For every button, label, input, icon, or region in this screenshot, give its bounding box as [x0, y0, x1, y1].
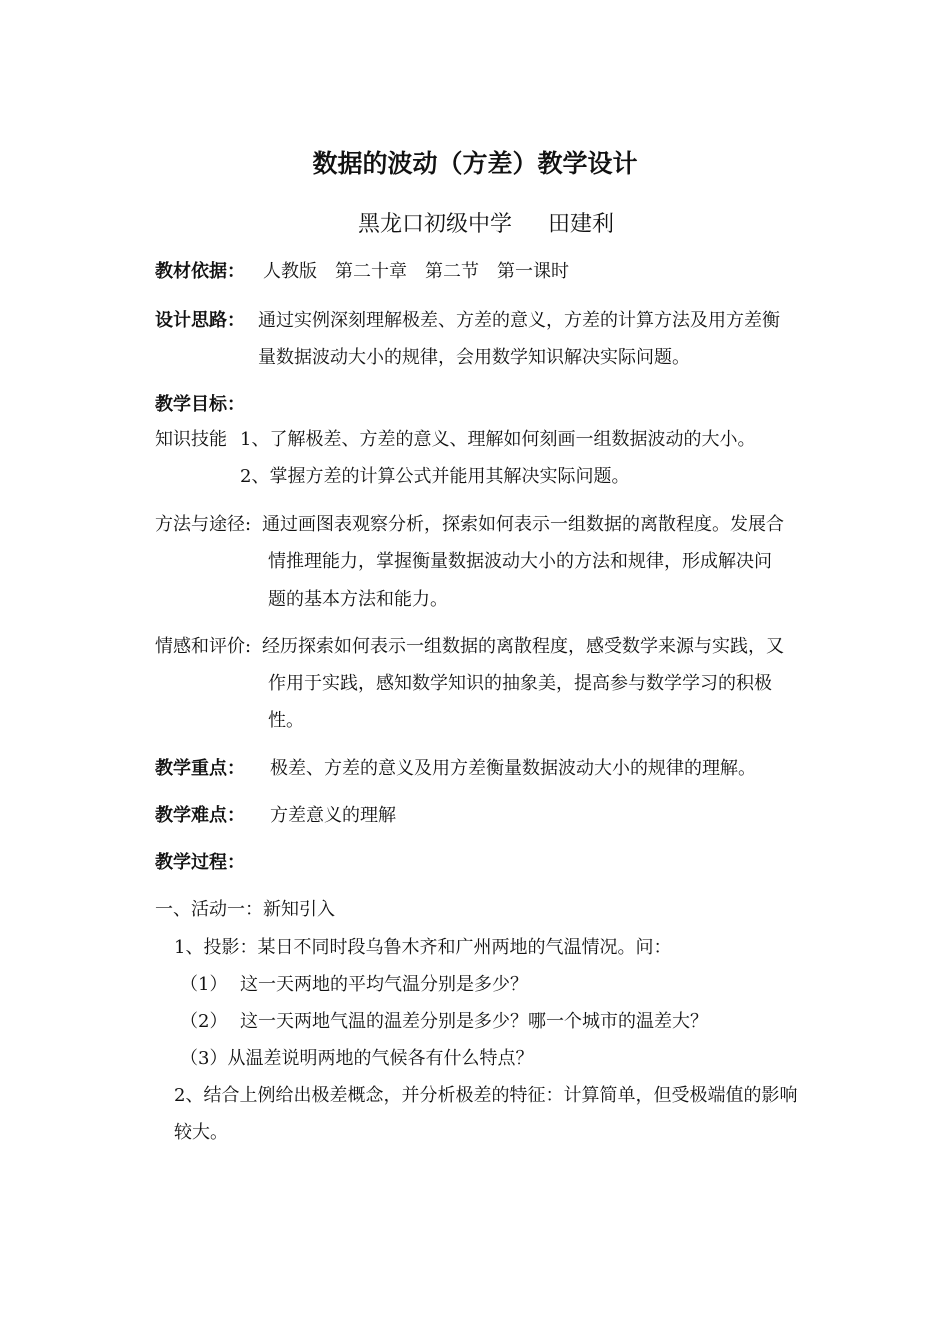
knowledge-label: 知识技能	[155, 429, 227, 450]
knowledge-line-2: 2、掌握方差的计算公式并能用其解决实际问题。	[240, 466, 630, 487]
method-line-2: 情推理能力，掌握衡量数据波动大小的方法和规律，形成解决问	[268, 551, 772, 572]
basis-chapter: 第二十章	[335, 261, 407, 282]
emotion-line-1: 经历探索如何表示一组数据的离散程度，感受数学来源与实践，又	[262, 636, 784, 657]
design-line-2: 量数据波动大小的规律，会用数学知识解决实际问题。	[258, 347, 690, 368]
basis-edition: 人教版	[263, 261, 317, 282]
question-2: 这一天两地气温的温差分别是多少？哪一个城市的温差大？	[240, 1011, 708, 1032]
question-2-number: （2）	[180, 1011, 228, 1032]
difficulty-label: 教学难点：	[155, 805, 245, 826]
knowledge-line-1: 1、了解极差、方差的意义、理解如何刻画一组数据波动的大小。	[240, 429, 756, 450]
emotion-line-3: 性。	[268, 710, 304, 731]
method-label: 方法与途径:	[155, 514, 252, 535]
key-point-label: 教学重点：	[155, 758, 245, 779]
activity-1-heading: 一、活动一：新知引入	[155, 899, 335, 920]
emotion-line-2: 作用于实践，感知数学知识的抽象美，提高参与数学学习的积极	[268, 673, 772, 694]
question-1: 这一天两地的平均气温分别是多少？	[240, 974, 528, 995]
author-name: 田建利	[548, 212, 615, 237]
method-line-3: 题的基本方法和能力。	[268, 589, 448, 610]
question-3: （3）从温差说明两地的气候各有什么特点？	[180, 1048, 534, 1069]
design-label: 设计思路：	[155, 310, 245, 331]
key-point-text: 极差、方差的意义及用方差衡量数据波动大小的规律的理解。	[270, 758, 756, 779]
basis-section: 第二节	[425, 261, 479, 282]
basis-lesson: 第一课时	[497, 261, 569, 282]
basis-line	[155, 260, 569, 284]
process-item-2-line-1: 2、结合上例给出极差概念，并分析极差的特征：计算简单，但受极端值的影响	[174, 1085, 798, 1106]
difficulty-text: 方差意义的理解	[270, 805, 396, 826]
method-line-1: 通过画图表观察分析，探索如何表示一组数据的离散程度。发展合	[262, 514, 784, 535]
design-line-1: 通过实例深刻理解极差、方差的意义，方差的计算方法及用方差衡	[258, 310, 780, 331]
process-label: 教学过程：	[155, 852, 245, 873]
goals-label: 教学目标：	[155, 394, 245, 415]
school-name: 黑龙口初级中学	[358, 212, 513, 237]
question-1-number: （1）	[180, 974, 228, 995]
emotion-label: 情感和评价:	[155, 636, 252, 657]
basis-label: 教材依据：	[155, 261, 245, 282]
author-line	[358, 210, 614, 240]
document-title: 数据的波动（方差）教学设计	[312, 149, 638, 178]
process-item-1: 1、投影：某日不同时段乌鲁木齐和广州两地的气温情况。问：	[174, 937, 672, 958]
process-item-2-line-2: 较大。	[174, 1122, 228, 1143]
